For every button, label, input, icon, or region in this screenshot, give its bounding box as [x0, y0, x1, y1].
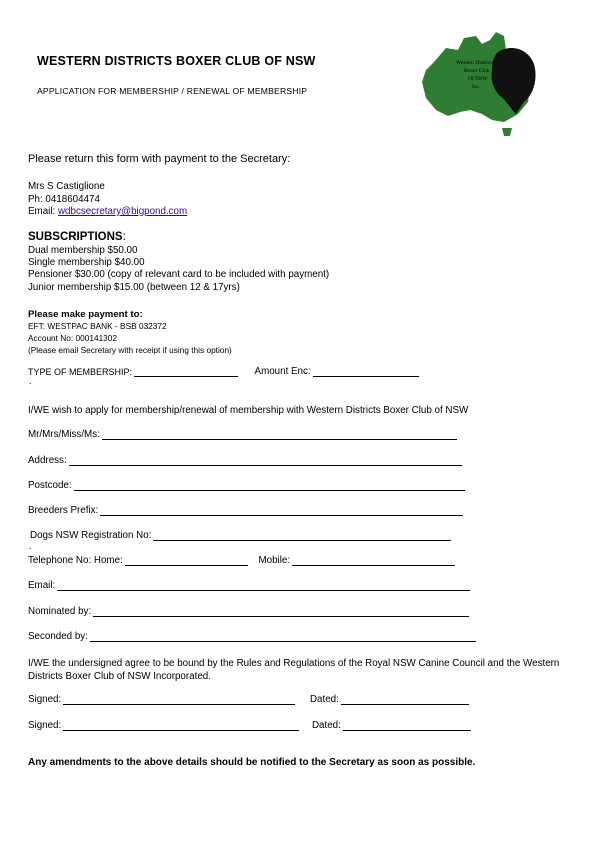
payment-note: (Please email Secretary with receipt if using this option) [28, 345, 232, 355]
telephone-home-field[interactable] [125, 555, 248, 566]
signature-row-1 [28, 694, 469, 705]
subscription-item: Pensioner $30.00 (copy of relevant card to be included with payment) [28, 269, 330, 280]
breeders-prefix-label: Breeders Prefix: [28, 505, 99, 516]
agreement-statement: I/WE the undersigned agree to be bound by the Rules and Regulations of the Royal NSW Canine Council and the Western Districts Boxer Club of NSW Incorporated. [28, 658, 560, 682]
name-field[interactable] [102, 429, 457, 440]
breeders-prefix-row [28, 505, 463, 516]
telephone-home-label: Telephone No: Home: [28, 555, 123, 566]
membership-type-label: TYPE OF MEMBERSHIP: [28, 367, 133, 377]
logo-text-line-4: Inc. [472, 84, 481, 90]
nominated-by-label: Nominated by: [28, 606, 92, 617]
dated-label: Dated: [309, 694, 339, 705]
postcode-label: Postcode: [28, 480, 72, 491]
return-instructions: Please return this form with payment to the Secretary: [28, 153, 291, 165]
form-subtitle: APPLICATION FOR MEMBERSHIP / RENEWAL OF MEMBERSHIP [37, 86, 308, 96]
email-label: Email: [28, 206, 56, 217]
date-field-2[interactable] [343, 720, 471, 731]
seconded-by-field[interactable] [90, 631, 476, 642]
signed-label: Signed: [28, 720, 62, 731]
tasmania-shape [502, 128, 512, 136]
membership-type-field[interactable] [134, 366, 238, 377]
subscription-item: Dual membership $50.00 [28, 245, 138, 256]
subscriptions-heading-colon: : [122, 231, 126, 243]
signature-row-2 [28, 720, 471, 731]
secretary-phone: Ph: 0418604474 [28, 194, 100, 205]
nominated-by-field[interactable] [93, 606, 469, 617]
dogs-registration-label: Dogs NSW Registration No: [30, 530, 152, 541]
payment-eft: EFT: WESTPAC BANK - BSB 032372 [28, 321, 167, 331]
club-logo [420, 30, 538, 138]
logo-text-line-1: Western Districts [456, 60, 494, 66]
mobile-label: Mobile: [258, 555, 291, 566]
subscription-item: Single membership $40.00 [28, 257, 145, 268]
secretary-email-row [28, 206, 187, 217]
amount-enclosed-label: Amount Enc: [254, 366, 311, 377]
subscriptions-heading-text: SUBSCRIPTIONS [28, 231, 123, 243]
dogs-registration-field[interactable] [153, 530, 451, 541]
amount-enclosed-field[interactable] [313, 366, 419, 377]
postcode-field[interactable] [74, 480, 465, 491]
applicant-email-field[interactable] [57, 580, 470, 591]
dated-label: Dated: [311, 720, 341, 731]
payment-heading: Please make payment to: [28, 309, 143, 320]
breeders-prefix-field[interactable] [100, 505, 463, 516]
club-title: WESTERN DISTRICTS BOXER CLUB OF NSW [37, 54, 316, 68]
mobile-field[interactable] [292, 555, 455, 566]
applicant-email-label: Email: [28, 580, 56, 591]
subscription-item: Junior membership $15.00 (between 12 & 17yrs) [28, 282, 240, 293]
logo-text-line-2: Boxer Club [464, 68, 490, 74]
postcode-row [28, 480, 465, 491]
stray-dot: . [29, 541, 32, 551]
address-row [28, 455, 462, 466]
logo-text-line-3: Of NSW [468, 76, 488, 82]
email-row [28, 580, 470, 591]
amendments-notice: Any amendments to the above details should be notified to the Secretary as soon as possible. [28, 757, 476, 768]
address-label: Address: [28, 455, 67, 466]
seconded-row [28, 631, 476, 642]
membership-type-row [28, 366, 419, 377]
address-field[interactable] [69, 455, 462, 466]
dogs-registration-row [30, 530, 451, 541]
date-field-1[interactable] [341, 694, 469, 705]
stray-dot: . [29, 376, 32, 386]
payment-account: Account No: 000141302 [28, 333, 118, 343]
signature-field-1[interactable] [63, 694, 295, 705]
secretary-name: Mrs S Castiglione [28, 181, 105, 192]
name-label: Mr/Mrs/Miss/Ms: [28, 429, 100, 440]
name-row [28, 429, 457, 440]
subscriptions-heading [28, 231, 126, 243]
apply-statement: I/WE wish to apply for membership/renewal of membership with Western Districts Boxer Club of NSW [28, 405, 469, 416]
nominated-row [28, 606, 469, 617]
secretary-email-link[interactable]: wdbcsecretary@bigpond.com [57, 206, 188, 217]
seconded-by-label: Seconded by: [28, 631, 88, 642]
telephone-row [28, 555, 455, 566]
signed-label: Signed: [28, 694, 62, 705]
signature-field-2[interactable] [63, 720, 299, 731]
